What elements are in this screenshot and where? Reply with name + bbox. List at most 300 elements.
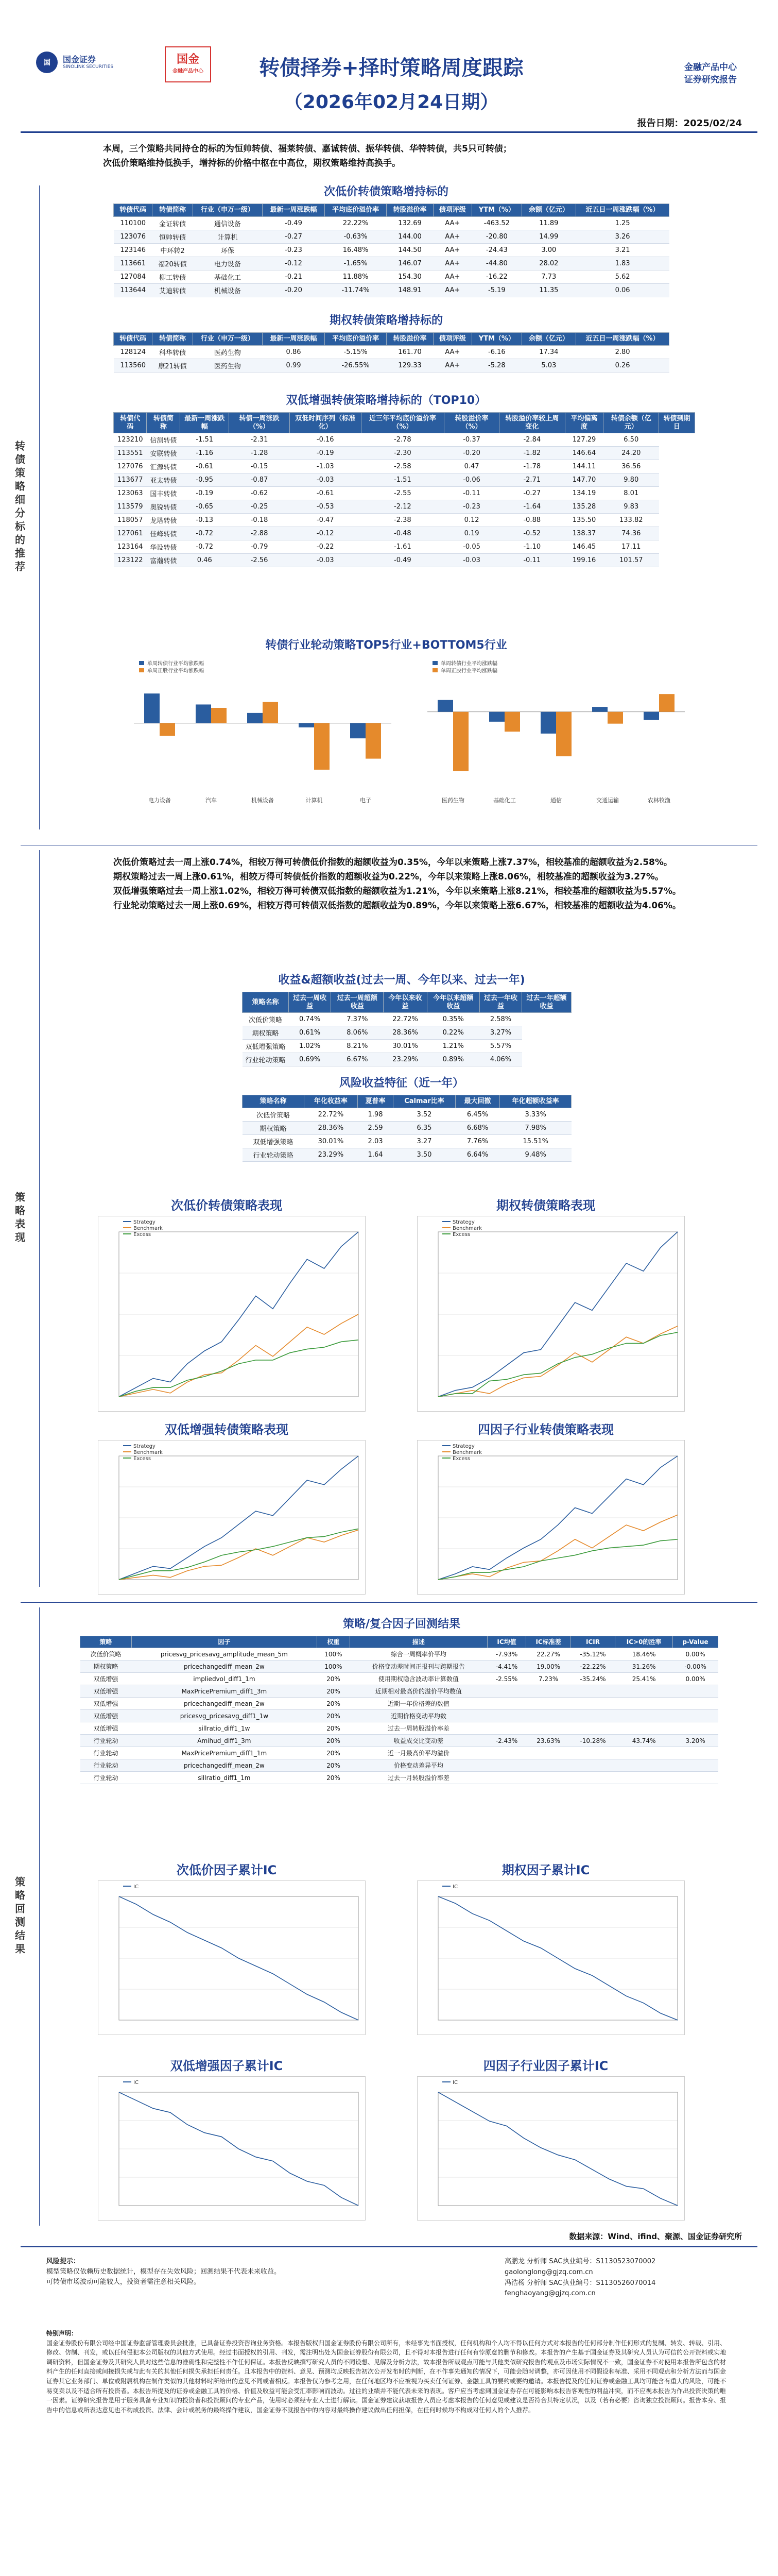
table-cell: pricesvg_pricesavg_diff1_1w (132, 1710, 317, 1722)
table-cell: 110100 (114, 216, 152, 230)
table-cell (570, 1710, 615, 1722)
table-cell: -0.00% (673, 1660, 718, 1673)
table-cell: 使用期权隐含波动率计算数值 (350, 1673, 488, 1685)
table-cell: -5.28 (472, 359, 522, 372)
table-cell: 6.67% (331, 1053, 384, 1066)
table-cell: 2.59 (357, 1121, 393, 1134)
col-header: ICIR (570, 1636, 615, 1648)
table-cell: 144.50 (387, 243, 433, 257)
table-row (114, 460, 695, 473)
table-cell: 20% (317, 1772, 350, 1784)
table-cell: 7.37% (331, 1013, 384, 1026)
table-cell: -44.80 (472, 257, 522, 270)
col-header: 最新一周涨跌幅 (263, 204, 325, 217)
table-cell: 基础化工 (193, 270, 263, 283)
col-header: 债项评级 (433, 204, 472, 217)
table-cell: 华设转债 (147, 540, 180, 554)
table-cell: -1.65% (324, 257, 387, 270)
table-cell: 138.37 (565, 527, 603, 540)
analyst-2-email[interactable]: fenghaoyang@gjzq.com.cn (505, 2290, 596, 2298)
table-cell: 101.57 (603, 554, 659, 567)
table-cell: -0.48 (361, 527, 444, 540)
table-cell: 期权策略 (243, 1026, 289, 1040)
chart-title-ic-option: 期权因子累计IC (502, 1863, 590, 1877)
legend-label: Benchmark (453, 1450, 482, 1455)
table-cell: pricechangediff_mean_2w (132, 1698, 317, 1710)
table-cell: 19.00% (526, 1660, 570, 1673)
bar (505, 712, 520, 732)
table-cell: 0.00% (673, 1648, 718, 1660)
bar (211, 708, 227, 723)
legend-label: IC (133, 1884, 139, 1890)
t4-table (242, 992, 572, 1066)
table-cell: 123122 (114, 554, 147, 567)
table-cell: 0.46 (180, 554, 229, 567)
intro-summary (103, 142, 680, 171)
table-cell: 次低价策略 (243, 1013, 289, 1026)
chart-title-industry: 四因子行业转债策略表现 (478, 1422, 614, 1437)
table-cell (526, 1772, 570, 1784)
bar (314, 723, 330, 770)
category-label: 电力设备 (148, 797, 171, 804)
strategy-perf-text (113, 855, 711, 913)
col-header: 策略名称 (243, 1095, 304, 1108)
report-subtitle: （2026年02月24日期） (284, 92, 499, 113)
col-header: 近五日一周涨跌幅（%） (576, 333, 669, 346)
legend-label: 单周正股行业平均涨跌幅 (441, 668, 497, 674)
section-rule-2 (21, 1602, 757, 1603)
legend-label: Excess (453, 1232, 471, 1238)
table-cell: 奥锐转债 (147, 500, 180, 514)
table-cell: 亚太转债 (147, 473, 180, 487)
col-header: 夏普率 (357, 1095, 393, 1108)
chart-industry-perf (417, 1440, 685, 1595)
table-cell: -0.63% (324, 230, 387, 243)
table-row (114, 554, 695, 567)
table-row (114, 487, 695, 500)
table-cell: 135.50 (565, 514, 603, 527)
table-cell: 期权策略 (243, 1121, 304, 1134)
table-cell: 14.99 (522, 230, 576, 243)
chart-ic-doublelow (98, 2076, 366, 2221)
chart-title-doublelow: 双低增强转债策略表现 (165, 1422, 288, 1437)
table-cell: 28.36% (304, 1121, 357, 1134)
legend-label: Benchmark (453, 1226, 482, 1231)
table-cell: 电力设备 (193, 257, 263, 270)
brand-logo (36, 52, 113, 73)
table-cell: 23.63% (526, 1735, 570, 1747)
table-cell: -0.65 (180, 500, 229, 514)
table-cell: 123210 (114, 433, 147, 447)
footer-rule (21, 2246, 757, 2247)
table-row (114, 257, 669, 270)
t5-table (242, 1095, 572, 1162)
table-cell: 2.58% (479, 1013, 522, 1026)
table-cell: 0.00% (673, 1673, 718, 1685)
bar (592, 707, 608, 712)
series-line (438, 1539, 678, 1580)
table-cell (673, 1685, 718, 1698)
legend-label: Excess (133, 1456, 151, 1462)
table-cell: -1.64 (499, 500, 565, 514)
col-header: 近三年平均底价溢价率（%） (361, 413, 444, 433)
table-cell: 双低增强 (80, 1710, 132, 1722)
table-row (114, 230, 669, 243)
table-cell: -0.19 (289, 447, 361, 460)
table-cell: Amihud_diff1_3m (132, 1735, 317, 1747)
table-cell: -22.22% (570, 1660, 615, 1673)
report-title: 转债择券+择时策略周度跟踪 (259, 56, 524, 80)
table-cell: -1.28 (229, 447, 290, 460)
table-cell: 132.69 (387, 216, 433, 230)
disclaimer (46, 2329, 731, 2415)
table-cell: 行业轮动策略 (243, 1148, 304, 1161)
table-cell (673, 1722, 718, 1735)
legend-label: Strategy (133, 1444, 155, 1449)
col-header: 最新一周涨跌幅 (180, 413, 229, 433)
table-cell: 144.11 (565, 460, 603, 473)
bar (350, 723, 366, 739)
table-cell: -0.27 (263, 230, 325, 243)
table-cell: 135.28 (565, 500, 603, 514)
table-cell: 123164 (114, 540, 147, 554)
table-row (80, 1722, 718, 1735)
col-header: 转债代码 (114, 204, 152, 217)
table-cell: 118057 (114, 514, 147, 527)
table-cell: MaxPricePremium_diff1_1m (132, 1747, 317, 1759)
legend-label: Strategy (453, 1444, 475, 1449)
t5-title: 风险收益特征（近一年） (339, 1077, 464, 1090)
sidebar-divider (39, 850, 40, 1587)
risk-line-2: 可转债市场波动可能较大，投资者需注意相关风险。 (46, 2278, 201, 2286)
table-cell: 0.74% (289, 1013, 331, 1026)
legend-label: Excess (453, 1456, 471, 1462)
table-cell: 3.00 (522, 243, 576, 257)
table-row (243, 1026, 572, 1040)
table-cell: 柳工转债 (152, 270, 193, 283)
table-cell: AA+ (433, 283, 472, 297)
table-cell: 富瀚转债 (147, 554, 180, 567)
table-cell: 6.64% (455, 1148, 500, 1161)
category-label: 机械设备 (251, 797, 274, 804)
col-header: 描述 (350, 1636, 488, 1648)
data-source: 数据来源：Wind、ifind、聚源、国金证券研究所 (569, 2232, 742, 2241)
table-cell: 113677 (114, 473, 147, 487)
table-cell: 医药生物 (193, 345, 263, 359)
table-cell: 行业轮动 (80, 1759, 132, 1772)
table-row (114, 500, 695, 514)
table-cell: 113551 (114, 447, 147, 460)
category-label: 交通运输 (596, 797, 619, 804)
perf-para-1: 次低价策略过去一周上涨0.74%，相较万得可转债低价指数的超额收益为0.35%，今年以来策略上涨7.37%，相较基准的超额收益为2.58%。 (113, 857, 672, 868)
table-cell: 9.48% (500, 1148, 572, 1161)
bar (453, 712, 469, 771)
table-cell: 123063 (114, 487, 147, 500)
table-cell: 146.45 (565, 540, 603, 554)
category-label: 农林牧渔 (648, 797, 670, 804)
col-header: YTM（%） (472, 204, 522, 217)
table-cell: 1.25 (576, 216, 669, 230)
table-cell: 127076 (114, 460, 147, 473)
table-row (80, 1698, 718, 1710)
table-row (80, 1735, 718, 1747)
table-cell: 通信设备 (193, 216, 263, 230)
table-cell: -1.16 (180, 447, 229, 460)
table-row (243, 1121, 572, 1134)
table-cell: 4.06% (479, 1053, 522, 1066)
table-cell: 0.26 (576, 359, 669, 372)
table-cell: 17.34 (522, 345, 576, 359)
col-header: IC>0的胜率 (615, 1636, 673, 1648)
table-cell: 3.21 (576, 243, 669, 257)
table-cell: 146.64 (565, 447, 603, 460)
chart-option-perf (417, 1216, 685, 1412)
bar (196, 704, 211, 723)
table-cell (673, 1710, 718, 1722)
table-cell: 3.52 (393, 1108, 456, 1121)
col-header: 债项评级 (433, 333, 472, 346)
bar (144, 693, 160, 723)
table-cell: -2.78 (361, 433, 444, 447)
brand-mark-icon: 国 (36, 52, 58, 73)
report-header (21, 21, 757, 124)
col-header: 转债到期日 (659, 413, 695, 433)
table-cell: 0.86 (263, 345, 325, 359)
table-cell: 20% (317, 1747, 350, 1759)
table-cell: 价格变动差异平均 (350, 1759, 488, 1772)
col-header: 权重 (317, 1636, 350, 1648)
table-cell: -2.71 (499, 473, 565, 487)
col-header: 双低时间序列（标准化） (289, 413, 361, 433)
risk-title: 风险提示： (46, 2258, 80, 2265)
table-cell: 综合一周概率价平均 (350, 1648, 488, 1660)
col-header: Calmar比率 (393, 1095, 456, 1108)
table-row (114, 433, 695, 447)
table-cell: -0.62 (229, 487, 290, 500)
table-cell: 30.01% (384, 1040, 427, 1053)
table-cell (673, 1772, 718, 1784)
table-cell: -0.49 (361, 554, 444, 567)
legend-swatch (433, 668, 438, 672)
product-center-logo (165, 46, 211, 82)
table-cell: -0.03 (444, 554, 499, 567)
table-cell: -0.20 (444, 447, 499, 460)
disclaimer-text: 国金证券股份有限公司经中国证券监督管理委员会批准，已具备证券投资咨询业务资格。本报告版权归国金证券股份有限公司所有，未经事先书面授权，任何机构和个人均不得以任何方式对本报告的任何部分制作任何形式的复制、转发、转载、引用、修改、仿制、刊发，或以任何侵犯本公司版权的其他方式使用。经过书面授权的引用、刊发，需注明出处为国金证券股份有限公司，且不得对本报告进行任何有悖原意的删节和修改。本报告的产生基于国金证券及其研究人员认为可信的公开资料或实地调研资料，但国金证券及其研究人员对这些信息的准确性和完整性不作任何保证。本报告反映撰写研究人员的不同设想、见解及分析方法，故本报告所载观点可能与其他类似研究报告的观点及市场实际情况不一致，国金证券不对使用本报告所包含的材料产生的任何直接或间接损失或与此有关的其他任何损失承担任何责任。且本报告中的资料、意见、预测均反映报告初次公开发布时的判断，在不作事先通知的情况下，可能会随时调整，亦可因使用不同假设和标准、采用不同观点和分析方法而与国金证券其它业务部门、单位或附属机构在制作类似的其他材料时所给出的意见不同或者相反。本报告仅为参考之用，在任何地区均不应被视为买卖任何证券、金融工具的要约或要约邀请。本报告提及的任何证券或金融工具均可能含有重大的风险，可能不易变卖以及不适合所有投资者。本报告所提及的证券或金融工具的价格、价值及收益可能会受汇率影响而波动。过往的业绩并不能代表未来的表现。客户应当考虑到国金证券存在可能影响本报告客观性的利益冲突，而不应视本报告为作出投资决策的唯一因素。证券研究报告是用于服务具备专业知识的投资者和投资顾问的专业产品，使用时必须经专业人士进行解读。国金证券建议获取报告人员应考虑本报告的任何意见或建议是否符合其特定状况，以及（若有必要）咨询独立投资顾问。报告本身、报告中的信息或所表达意见也不构成投资、法律、会计或税务的最终操作建议，国金证券不就报告中的内容对最终操作建议做出任何担保，在任何时候均不构成对任何人的个人推荐。 (46, 2339, 727, 2414)
sector-chart-title: 转债行业轮动策略TOP5行业+BOTTOM5行业 (265, 639, 507, 652)
chart-title-ic-lowprice: 次低价因子累计IC (176, 1863, 277, 1877)
table-cell: 128124 (114, 345, 152, 359)
col-header: IC标准差 (526, 1636, 570, 1648)
table-cell: 双低增强 (80, 1722, 132, 1735)
table-cell (615, 1722, 673, 1735)
bar (541, 712, 556, 734)
table-cell: 3.50 (393, 1148, 456, 1161)
logo2-main: 国金 (176, 53, 199, 66)
table-cell: 过去一月转股溢价率差 (350, 1772, 488, 1784)
table-cell: 5.62 (576, 270, 669, 283)
t4-title: 收益&超额收益(过去一周、今年以来、过去一年) (278, 974, 525, 987)
table-cell (526, 1685, 570, 1698)
table-cell: 127084 (114, 270, 152, 283)
table-cell: 行业轮动策略 (243, 1053, 289, 1066)
category-label: 电子 (360, 797, 371, 804)
table-cell: 2.03 (357, 1134, 393, 1148)
chart-lowprice-perf (98, 1216, 366, 1412)
table-cell (487, 1772, 526, 1784)
table-cell: 0.06 (576, 283, 669, 297)
table-cell: 23.29% (304, 1148, 357, 1161)
table-cell: -35.12% (570, 1648, 615, 1660)
sidebar-divider (39, 1607, 40, 2226)
table-row (243, 1040, 572, 1053)
t6-title: 策略/复合因子回测结果 (342, 1618, 461, 1631)
col-header: 转股溢价率 (387, 333, 433, 346)
table-cell: 199.16 (565, 554, 603, 567)
table-cell: -0.12 (289, 527, 361, 540)
table-cell: -1.61 (361, 540, 444, 554)
table-cell: 计算机 (193, 230, 263, 243)
table-cell: 中环转2 (152, 243, 193, 257)
table-cell: 机械设备 (193, 283, 263, 297)
table-cell: 113661 (114, 257, 152, 270)
t3-title: 双低增强转债策略增持标的（TOP10） (286, 394, 487, 407)
table-cell: 144.00 (387, 230, 433, 243)
table-cell: AA+ (433, 230, 472, 243)
col-header: 年化超额收益率 (500, 1095, 572, 1108)
col-header: 策略名称 (243, 992, 289, 1013)
table-cell: -0.16 (289, 433, 361, 447)
table-cell (487, 1747, 526, 1759)
legend-label: 单周转债行业平均涨跌幅 (147, 661, 204, 667)
table-cell: -0.11 (444, 487, 499, 500)
table-cell: 近一月最高价平均溢价 (350, 1747, 488, 1759)
table-cell: 价格变动差时间正报刊与跨期报告 (350, 1660, 488, 1673)
table-row (114, 359, 669, 372)
category-label: 汽车 (205, 797, 217, 804)
table-cell (570, 1759, 615, 1772)
col-header: 转股溢价率 (387, 204, 433, 217)
perf-para-2: 期权策略过去一周上涨0.61%，相较万得可转债低价指数的超额收益为0.22%，今年以来策略上涨8.06%，相较基准的超额收益为3.27%。 (113, 872, 664, 883)
table-cell: -5.15% (324, 345, 387, 359)
table-cell: 161.70 (387, 345, 433, 359)
col-header: IC均值 (487, 1636, 526, 1648)
table-cell: -0.52 (499, 527, 565, 540)
legend-label: Excess (133, 1232, 151, 1238)
legend-swatch (139, 661, 144, 665)
legend-label: 单周正股行业平均涨跌幅 (147, 668, 204, 674)
table-cell: 艾迪转债 (152, 283, 193, 297)
table-cell: AA+ (433, 216, 472, 230)
table-cell: -2.56 (229, 554, 290, 567)
table-cell: 7.23% (526, 1673, 570, 1685)
table-cell: -0.20 (263, 283, 325, 297)
table-cell: -2.31 (229, 433, 290, 447)
bar (247, 713, 263, 723)
col-header: 余额（亿元） (522, 204, 576, 217)
table-row (80, 1660, 718, 1673)
table-cell: impliedvol_diff1_1m (132, 1673, 317, 1685)
bar (644, 712, 659, 720)
col-header: 行业（申万一级） (193, 204, 263, 217)
col-header: 转债余额（亿元） (603, 413, 659, 433)
department (684, 62, 737, 87)
table-cell: 22.22% (324, 216, 387, 230)
table-cell: -1.03 (289, 460, 361, 473)
col-header: 转债代码 (114, 413, 147, 433)
table-cell: -35.24% (570, 1673, 615, 1685)
col-header: 平均偏离度 (565, 413, 603, 433)
table-row (114, 345, 669, 359)
perf-para-3: 双低增强策略过去一周上涨1.02%，相较万得可转债双低指数的超额收益为1.21%，今年以来策略上涨8.21%，相较基准的超额收益为5.57%。 (113, 886, 681, 897)
table-cell: -0.27 (499, 487, 565, 500)
table-cell: 收益成交比变动差 (350, 1735, 488, 1747)
table-cell: -0.61 (180, 460, 229, 473)
analyst-1-email[interactable]: gaolonglong@gjzq.com.cn (505, 2268, 593, 2276)
table-cell: -11.74% (324, 283, 387, 297)
table-cell: 6.45% (455, 1108, 500, 1121)
table-cell (526, 1759, 570, 1772)
table-cell: -0.72 (180, 527, 229, 540)
table-cell: -0.15 (229, 460, 290, 473)
table-cell: -0.95 (180, 473, 229, 487)
col-header: 近五日一周涨跌幅（%） (576, 204, 669, 217)
table-cell: sillratio_diff1_1m (132, 1772, 317, 1784)
table-cell (615, 1698, 673, 1710)
table-cell: 148.91 (387, 283, 433, 297)
legend-label: Strategy (133, 1219, 155, 1225)
table-cell: 安联转债 (147, 447, 180, 460)
table-cell: 127061 (114, 527, 147, 540)
table-cell: -7.93% (487, 1648, 526, 1660)
table-cell: 8.06% (331, 1026, 384, 1040)
table-cell: -0.11 (499, 554, 565, 567)
table-cell: 123076 (114, 230, 152, 243)
table-cell: 134.19 (565, 487, 603, 500)
table-cell: 3.27% (479, 1026, 522, 1040)
table-cell: 1.02% (289, 1040, 331, 1053)
table-cell: AA+ (433, 243, 472, 257)
table-row (80, 1747, 718, 1759)
table-cell: 0.19 (444, 527, 499, 540)
series-line (119, 1529, 358, 1580)
legend-label: Benchmark (133, 1450, 163, 1455)
table-cell: 28.02 (522, 257, 576, 270)
table-cell: 双低增强 (80, 1685, 132, 1698)
table-cell: 100% (317, 1660, 350, 1673)
table-row (243, 1134, 572, 1148)
table-row (114, 527, 695, 540)
table-cell: -26.55% (324, 359, 387, 372)
table-cell: -10.28% (570, 1735, 615, 1747)
chart-doublelow-perf (98, 1440, 366, 1595)
table-cell: -20.80 (472, 230, 522, 243)
bar (438, 700, 453, 712)
t1-title: 次低价转债策略增持标的 (323, 185, 448, 198)
table-row (80, 1710, 718, 1722)
table-cell: 17.11 (603, 540, 659, 554)
table-cell: 74.36 (603, 527, 659, 540)
table-cell: -2.30 (361, 447, 444, 460)
table-cell: pricechangediff_mean_2w (132, 1759, 317, 1772)
table-cell: 3.20% (673, 1735, 718, 1747)
table-cell: 5.57% (479, 1040, 522, 1053)
table-cell: 0.69% (289, 1053, 331, 1066)
table-row (114, 514, 695, 527)
table-cell: -0.37 (444, 433, 499, 447)
table-cell: 行业轮动 (80, 1772, 132, 1784)
table-cell: 1.98 (357, 1108, 393, 1121)
table-cell: 3.27 (393, 1134, 456, 1148)
